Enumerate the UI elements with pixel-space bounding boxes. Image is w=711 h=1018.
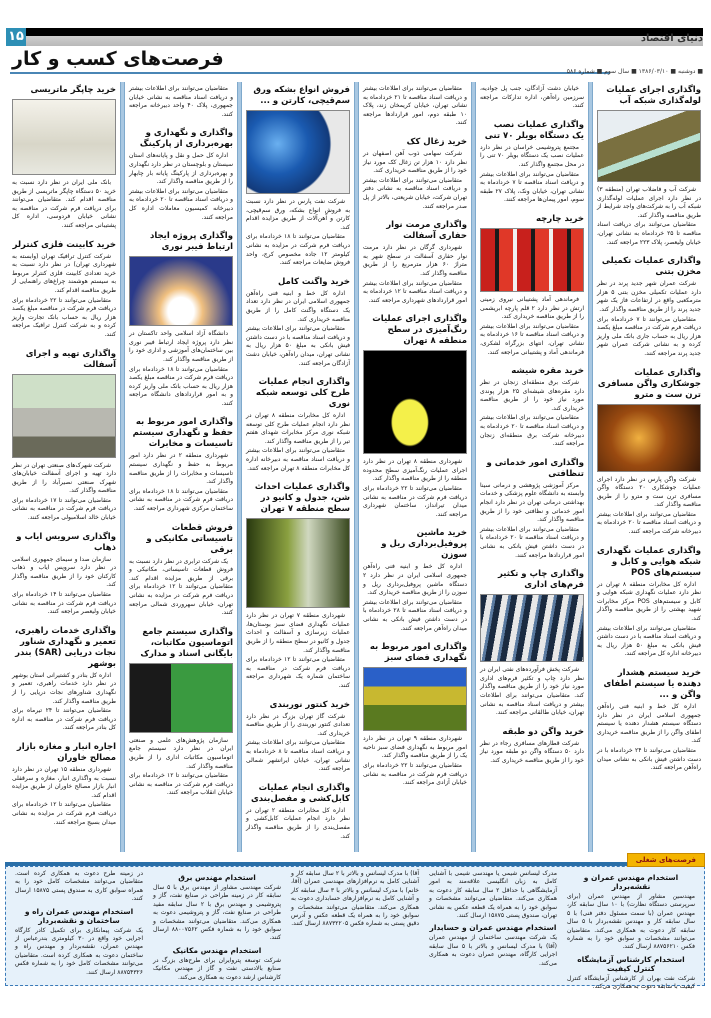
header-bar (25, 28, 703, 36)
article-body: اداره کل بنادر و کشتیرانی استان بوشهر در نظر دارد خدمات راهبری، تعمیر و نگهداری شناورهای نجات دریایی را از طریق مناقصه واگذار کند. (12, 671, 116, 705)
article (129, 523, 233, 618)
article-body: شهرداری منطقه ۹ تهران در نظر دارد امور مربوط به نگهداری فضای سبز ناحیه یک را از طریق مناقصه واگذار کند. (363, 735, 467, 760)
article (129, 627, 233, 798)
job-title: استخدام مهندس عمران راه و ساختمان و نقشه‌بردار (24, 906, 134, 925)
article-body: متقاضیان می‌توانند تا ۱۸ خردادماه برای دریافت فرم شرکت در مناقصه مبلغ یکصد هزار ریال به حساب بانک ملی واریز کرده و به امور قراردادهای دانشگاه مراجعه کنند. (129, 365, 233, 407)
article (480, 569, 584, 718)
article-body: شهرداری منطقه ۱۵ تهران در نظر دارد نسبت به واگذاری انبار، مغازه و سرقفلی انبار بازار مصالح خاوران از طریق مزایده اقدام کند. (12, 765, 116, 799)
article-body: یک شرکت ترابری در نظر دارد نسبت به فروش قطعات تاسیساتی، مکانیکی و برقی از طریق مزایده اقدام کند. متقاضیان می‌توانند تا ۱۲ خردادماه برای دریافت فرم شرکت در مزایده به نشانی تهران، خیابان سهروردی شمالی مراجعه کنند. (129, 557, 233, 617)
article-body: خیابان دشت آزادگان، جنب پل جوادیه، سرزمین راه‌آهن، اداره تدارکات مراجعه کنند. (480, 85, 584, 110)
page-number: ۱۵ (6, 28, 26, 46)
article-body: شرکت سهامی ذوب آهن اصفهان در نظر دارد ۱۰ هزار تن زغال کک مورد نیاز خود را از طریق مناقصه خریداری کند. (363, 149, 467, 175)
article-column (476, 82, 588, 852)
article-body: شرکت واگن پارس در نظر دارد اجرای عملیات جوشکاری ۲۰ دستگاه واگن مسافری ترن ست و مترو را از طریق مناقصه واگذار کند. (597, 475, 701, 509)
article (480, 120, 584, 205)
article-body: متقاضیان می‌توانند برای اطلاعات بیشتر و دریافت اسناد مناقصه تا ۲۸ خردادماه با در دست داشتن فیش بانکی به نشانی میدان راه‌آهن مراجعه کنند. (363, 598, 468, 632)
job-body: مهندسین مشاور از مهندس عمران (برای سرپرستی دستگاه نظارت) با ۱۰ سال سابقه کار، مهندس عمران (با سمت مسئول دفتر فنی) با ۵ سال سابقه کار و مهندس نقشه‌بردار با ۵ سال سابقه کار دعوت به همکاری می‌کند. متقاضیان می‌توانند مشخصات و سوابق خود را به شماره فکس ۸۸۷۵۶۲۱۰ ارسال کنند. (567, 893, 696, 951)
article-title: واگذاری عملیات احداث شن، جدول و کانیو در سطح منطقه ۷ تهران (254, 482, 350, 515)
article-title: واگذاری انجام عملیات کابل‌کشی و مفصل‌بندی (250, 782, 350, 804)
article-body: شرکت پخش فرآورده‌های نفتی ایران در نظر دارد چاپ و تکثیر فرم‌های اداری مورد نیاز خود را از طریق مناقصه واگذار کند. متقاضیان می‌توانند برای اطلاعات بیشتر و دریافت اسناد مناقصه به نشانی تهران، خیابان طالقانی مراجعه کنند. (480, 666, 584, 717)
article (480, 727, 584, 766)
article-body: شرکت برق منطقه‌ای زنجان در نظر دارد مقره‌های شیشه‌ای ۲۵ هزار پوندی مورد نیاز خود را از طریق مناقصه خریداری کند. (480, 379, 585, 412)
article (597, 85, 701, 247)
article-body: اداره کل مخابرات منطقه ۲ تهران در نظر دارد انجام عملیات کابل‌کشی و مفصل‌بندی را از طریق مناقصه واگذار کند. (246, 806, 350, 840)
article (363, 137, 467, 211)
trees-photo (363, 667, 467, 731)
article-body: شهرداری منطقه ۲ در نظر دارد امور مربوط به حفظ و نگهداری سیستم تاسیسات و مخابرات را از طریق مناقصه واگذار کند. (129, 452, 233, 486)
article-title: واگذاری امور مربوط به حفظ و نگهداری سیستم تاسیسات و مخابرات (132, 417, 233, 450)
article-column (125, 82, 237, 852)
textile-photo (480, 228, 584, 292)
article-body: فرماندهی آماد پشتیبانی نیروی زمینی ارتش در نظر دارد ۲ قلم پارچه ابریشمی را از طریق مناقصه خریداری کند. (480, 295, 584, 321)
article-body: دانشگاه آزاد اسلامی واحد تاکستان در نظر دارد پروژه ایجاد ارتباط فیبر نوری بین ساختمان‌های آموزشی و اداری خود را از طریق مناقصه واگذار کند. (129, 330, 233, 363)
article (129, 128, 233, 222)
article (363, 314, 467, 519)
article (597, 546, 701, 659)
article-title: واگذاری اجرای عملیات لوله‌گذاری شبکه آب (606, 85, 701, 106)
article-body: اداره کل خط و ابنیه فنی راه‌آهن جمهوری اسلامی ایران در نظر دارد تعداد یک دستگاه واگنت کامل را از طریق مناقصه خریداری کند. (246, 289, 350, 323)
article-body: شرکت کنترل ترافیک تهران (وابسته به شهرداری تهران) در نظر دارد نسبت به خرید تعدادی کابینت فلزی کنترلر مربوط به سیستم هوشمند چراغ‌های راهنمایی از طریق مناقصه اقدام کند. (12, 252, 116, 294)
article (129, 231, 233, 408)
article-body: متقاضیان می‌توانند تا ۷ خردادماه برای دریافت فرم شرکت در مناقصه مبلغ یکصد هزار ریال به حساب جاری بانک ملی واریز کرده و به نشانی شرکت عمران شهر جدید پرند مراجعه کنند. (597, 315, 701, 357)
fiber-photo (129, 256, 233, 326)
article-body: متقاضیان می‌توانند تا ۱۲ خردادماه برای دریافت فرم شرکت در مناقصه به ساختمان شماره یک شهرداری مراجعه کنند. (246, 656, 350, 689)
article (12, 532, 116, 617)
article-body: متقاضیان می‌توانند برای اطلاعات بیشتر و دریافت اسناد مناقصه تا ۲۰ خردادماه به دبیرخانه شرکت مراجعه کنند. (597, 510, 702, 536)
article-column (242, 82, 354, 852)
green-photo (129, 663, 233, 733)
article-body: سازمان پژوهش‌های علمی و صنعتی ایران در نظر دارد سیستم جامع اتوماسیون مکاتبات اداری را از طریق مناقصه واگذار کند. (129, 736, 233, 770)
machinery-photo (597, 404, 701, 472)
job-title: استخدام مهندس عمران و حسابدار (429, 923, 557, 933)
article-title: خرید واگن دو طبقه (502, 726, 584, 737)
article-title: خرید ماشین پروفیل‌برداری ریل و سوزن (381, 528, 467, 561)
article-title: فروش قطعات تاسیساتی مکانیکی و برقی (146, 522, 233, 555)
article (129, 85, 233, 119)
article-body: اداره کل مخابرات منطقه ۸ تهران در نظر دارد عملیات نگهداری شبکه هوایی و کابل و سیستم‌های POS مرکز مخابرات شهید بهشتی را از طریق مناقصه واگذار کند. (597, 580, 702, 623)
article (246, 377, 350, 473)
article-title: واگذاری عملیات نصب یک دستگاه بویلر ۷۰ تنی (484, 119, 584, 141)
newspaper-logo: دنیای اقتصاد (640, 33, 703, 44)
article (12, 85, 116, 231)
jobs-section (5, 866, 705, 991)
article-body: متقاضیان می‌توانند تا ۱۸ خردادماه برای دریافت فرم شرکت در مزایده به نشانی کیلومتر ۱۲ جاده مخصوص کرج، واحد فروش ضایعات مراجعه کنند. (246, 233, 350, 267)
article-title: واگذاری و نگهداری و بهره‌برداری از پارکینگ (139, 128, 233, 150)
article-title: واگذاری سیستم جامع اتوماسیون مکاتبات، بایگانی اسناد و مدارک (140, 626, 233, 659)
job-body: یک شرکت مهندسی ساختمان از مهندس عمران (آقا) با مدرک لیسانس و بالاتر با ۵ سال سابقه اجرایی کارگاه، مهندس عمران دعوت به همکاری می‌کند. (429, 934, 557, 967)
article (12, 240, 116, 340)
article-body: اداره کل خط و ابنیه فنی راه‌آهن جمهوری اسلامی ایران در نظر دارد دستگاه سیستم هشدار دهنده یا سیستم اطفای واگن را از طریق مناقصه خریداری کند. (597, 703, 701, 745)
article-title: واگذاری اجرای عملیات رنگ‌آمیزی در سطح منطقه ۸ تهران (372, 314, 467, 347)
article-body: متقاضیان می‌توانند برای اطلاعات بیشتر و دریافت اسناد مناقصه تا ۲۱ خردادماه به نشانی تهران، خیابان کریمخان زند، پلاک ۱۰ طبقه دوم، امور قراردادها مراجعه کنند. (363, 85, 468, 127)
article-body: متقاضیان می‌توانند تا ۱۲ خردادماه برای دریافت فرم شرکت در مزایده به نشانی میدان بسیج مراجعه کنند. (12, 801, 116, 826)
article-body: شرکت شهرک‌های صنعتی تهران در نظر دارد تهیه و اجرای آسفالت خیابان‌های شهرک صنعتی نصیرآباد را از طریق مناقصه واگذار کند. (12, 461, 116, 495)
article (480, 366, 584, 449)
article-title: واگذاری عملیات تکمیلی مخزن بتنی (601, 256, 701, 278)
job-body: شرکت نفت بهران از کارشناس آزمایشگاه کنترل کیفیت با سابقه دعوت به همکاری می‌کند. (567, 974, 695, 991)
article-body: متقاضیان می‌توانند برای اطلاعات بیشتر و دریافت اسناد مناقصه تا ۱۶ خردادماه به نشانی تهران، انتهای بزرگراه لشکری، فرماندهی آماد و پشتیبانی مراجعه کنند. (480, 322, 585, 356)
article-title: واگذاری عملیات جوشکاری واگن مسافری ترن ست و مترو (597, 367, 701, 400)
article (246, 277, 350, 368)
article-body: متقاضیان می‌توانند برای اطلاعات بیشتر و دریافت اسناد مناقصه تا ۲۰ خردادماه به دبیرخانه شرکت برق منطقه‌ای زنجان مراجعه کنند. (480, 414, 585, 448)
jobs-tab-label: فرصت‌های شغلی (627, 853, 705, 867)
article-title: خرید واگنت کامل (277, 276, 350, 287)
article (480, 458, 584, 560)
article-body: شرکت نفت پارس در نظر دارد نسبت به فروش انواع بشکه، ورق سم‌قیچی، کارتن و آهن‌آلات از طریق مزایده اقدام کند. (246, 198, 350, 231)
article (12, 742, 116, 827)
article-title: خرید کنتور نوربندی (269, 699, 350, 710)
article-column (8, 82, 120, 852)
article-title: خرید چارچه (536, 213, 584, 224)
article-title: واگذاری سرویس ایاب و ذهاب (16, 531, 116, 553)
article (246, 85, 350, 268)
article-title: خرید مقره شیشه (511, 366, 584, 377)
job-title: استخدام مهندس برق (178, 873, 256, 882)
article-body: اداره کل خط و ابنیه فنی راه‌آهن جمهوری اسلامی ایران در نظر دارد ۲ دستگاه ماشین پروفیل‌برداری ریل و سوزن را از طریق مناقصه خریداری کند. (363, 563, 467, 597)
article-body: مجتمع پتروشیمی خراسان در نظر دارد عملیات نصب یک دستگاه بویلر ۷۰ تنی را در محل مجتمع واگذار کند. (480, 143, 584, 168)
job-title: استخدام مهندس مکانیک (172, 945, 262, 955)
article-body: بانک ملی ایران در نظر دارد نسبت به خرید ۵۰ دستگاه چاپگر ماتریسی از طریق مناقصه اقدام کند. متقاضیان می‌توانند برای دریافت فرم شرکت در مناقصه به نشانی خیابان فردوسی، اداره کل پشتیبانی مراجعه کنند. (12, 179, 116, 229)
article-body: متقاضیان می‌توانند برای اطلاعات بیشتر و دریافت اسناد مناقصه به نشانی خیابان جمهوری، پلاک ۴۰ واحد دبیرخانه مراجعه کنند. (129, 85, 233, 118)
article-body: متقاضیان می‌توانند تا ۲۲ خردادماه برای دریافت فرم شرکت در مناقصه مبلغ یکصد هزار ریال به حساب بانک تجارت واریز کرده و به شرکت کنترل ترافیک مراجعه کنند. (12, 296, 116, 338)
paint-photo (363, 350, 467, 454)
title-rule (10, 72, 610, 74)
article-title: خرید سیستم هشدار دهنده یا سیستم اطفای واگن و ... (603, 668, 701, 700)
article (363, 85, 467, 128)
section-title: فرصت‌های کسب و کار (12, 48, 224, 70)
article-title: خرید کابینت فلزی کنترلر (12, 239, 116, 250)
article (480, 214, 584, 357)
article (597, 668, 701, 773)
article-title: واگذاری امور مربوط به نگهداری فضای سبز (369, 642, 467, 664)
jobs-column (10, 870, 148, 982)
article-body: شهرداری گرگان در نظر دارد مرمت نوار حفاری آسفالت در سطح شهر به متراژ ۶۰ هزار مترمربع را از طریق مناقصه واگذار کند. (363, 244, 468, 277)
article-body: متقاضیان می‌توانند برای اطلاعات بیشتر و دریافت اسناد مناقصه با در دست داشتن فیش بانکی به مبلغ ۵۰ هزار ریال به نشانی تهران، میدان راه‌آهن، خیابان دشت آزادگان مراجعه کنند. (246, 325, 351, 367)
article-title: واگذاری امور خدماتی و تنظافتی (486, 457, 584, 479)
article-title: واگذاری چاپ و تکثیر فرم‌های اداری (497, 569, 584, 591)
article (129, 417, 233, 513)
article-body: متقاضیان می‌توانند برای اطلاعات بیشتر و دریافت اسناد مناقصه تا ۱۲ خردادماه به امور قراردادهای شهرداری مراجعه کنند. (363, 279, 468, 304)
article (363, 220, 467, 305)
job-title: استخدام مهندس عمران و نقشه‌بردار (583, 873, 679, 891)
article (597, 368, 701, 537)
job-title: استخدام کارشناس آزمایشگاه کنترل کیفیت (577, 954, 685, 973)
article-body: متقاضیان می‌توانند برای اطلاعات بیشتر و دریافت اسناد مناقصه تا ۸ خردادماه به نشانی تهران، خیابان ایرانشهر شمالی مراجعه کنند. (246, 739, 350, 773)
article-title: خرید زغال کک (406, 136, 467, 147)
jobs-column (424, 870, 562, 982)
truck-photo (12, 374, 116, 458)
article-body: سازمان صدا و سیمای جمهوری اسلامی در نظر دارد سرویس ایاب و ذهاب کارکنان خود را از طریق مناقصه واگذار کند. (12, 555, 116, 589)
job-body: شرکت مهندسی مشاور از مهندس برق با ۵ سال سابقه کار در زمینه طراحی در صنایع نفت، گاز و پتروشیمی و مهندس برق با ۲ سال سابقه مفید طراحی در صنایع نفت، گاز و پتروشیمی دعوت به همکاری می‌کند. متقاضیان می‌توانند مشخصات و سوابق خود را به شماره فکس ۸۸۰۰۷۵۶۲ ارسال کنند. (153, 884, 282, 942)
article (246, 783, 350, 841)
canal-photo (597, 110, 701, 182)
article (246, 700, 350, 774)
jobs-column (562, 870, 700, 991)
article (480, 85, 584, 111)
article-title: واگذاری پروژه ایجاد ارتباط فیبر نوری (149, 231, 233, 253)
article-body: مرکز آموزشی پژوهشی و درمانی سینا وابسته به دانشگاه علوم پزشکی و خدمات بهداشتی درمانی تهران در نظر دارد انجام امور خدماتی و نظافتی خود را از طریق مناقصه واگذار کند. (480, 481, 584, 524)
article-body: متقاضیان می‌توانند برای دریافت اسناد مناقصه تا ۲۵ خردادماه به نشانی تهران، خیابان ولیعصر، پلاک ۲۲۳ مراجعه کنند. (597, 221, 701, 246)
article (12, 349, 116, 523)
article (363, 528, 467, 633)
article-body: شهرداری منطقه ۸ تهران در نظر دارد اجرای عملیات رنگ‌آمیزی سطح محدوده منطقه را از طریق مناقصه واگذار کند. (363, 458, 467, 483)
article-body: متقاضیان می‌توانند تا ۱۴ خردادماه برای دریافت فرم شرکت در مناقصه به نشانی خیابان ولیعصر مراجعه کنند. (12, 591, 116, 616)
article (363, 642, 467, 788)
article-body: متقاضیان می‌توانند تا ۱۲ خردادماه برای دریافت فرم شرکت در مناقصه به نشانی خیابان انقلاب مراجعه کنند. (129, 772, 233, 797)
article-body: متقاضیان می‌توانند تا ۲۴ تیرماه برای دریافت فرم شرکت در مناقصه به اداره کل بنادر مراجعه کنند. (12, 707, 116, 732)
header-band (25, 36, 703, 46)
article-title: واگذاری انجام عملیات طرح کلی توسعه شبکه نوری (255, 377, 350, 410)
article (246, 482, 350, 690)
article-title: واگذاری خدمات راهبری، تعمیر و نگهداری شناور نجات دریایی (SAR) بندر بوشهر (14, 625, 116, 669)
article-body: متقاضیان می‌توانند تا ۲۴ خردادماه با در دست داشتن فیش بانکی به نشانی میدان راه‌آهن مراجعه کنند. (597, 746, 701, 772)
article-body: متقاضیان می‌توانند برای اطلاعات بیشتر و دریافت اسناد مناقصه تا ۷ خردادماه به نشانی تهران، خیابان ونک، پلاک ۲۷ طبقه سوم، امور پیمان‌ها مراجعه کنند. (480, 170, 584, 204)
article (12, 626, 116, 733)
article-body: شرکت گاز تهران بزرگ در نظر دارد تعدادی کنتور نوربندی را از طریق مناقصه خریداری کند. (246, 712, 350, 737)
article-body: اداره کل مخابرات منطقه ۸ تهران در نظر دارد انجام عملیات طرح کلی توسعه شبکه نوری مرکز مخابرات شهدای هفتم تیر را از طریق مناقصه واگذار کند. (246, 412, 350, 445)
article-body: شرکت آب و فاضلاب تهران (منطقه ۳) در نظر دارد اجرای عملیات لوله‌گذاری شبکه آب را به شرکت‌های واجد شرایط از طریق مناقصه واگذار کند. (597, 186, 701, 219)
job-body: در زمینه طرح دعوت به همکاری کرده است. متقاضیان می‌توانند مشخصات کامل خود را به همراه سوابق کاری به صندوق پستی ۱۵۸۷۵ ارسال کنند. (15, 870, 143, 903)
job-body: شرکت توسعه پتروایران برای طرح‌های بزرگ در صنایع بالادستی نفت و گاز از مهندس مکانیک کارشناس ارشد دعوت به همکاری می‌کند. (153, 956, 281, 981)
article-body: متقاضیان می‌توانند تا ۲۲ خردادماه برای دریافت فرم شرکت در مناقصه به نشانی میدان تیرانداز، ساختمان شهرداری مراجعه کنند. (363, 485, 467, 518)
job-body: مدرک لیسانس شیمی یا مهندسی شیمی با آشنایی کامل به زبان انگلیسی علاقه‌مند به امور آزمایشگاهی با حداقل ۲ سال سابقه کار دعوت به همکاری می‌کند. متقاضیان می‌توانند مشخصات و سوابق خود را به همراه یک قطعه عکس به نشانی تهران، صندوق پستی ۱۵۸۷۵ ارسال کنند. (429, 870, 558, 920)
article-body: متقاضیان می‌توانند تا ۱۸ خردادماه برای دریافت فرم شرکت در مناقصه به نشانی ساختمان مرکزی شهرداری مراجعه کنند. (129, 487, 233, 513)
article-body: شرکت عمران شهر جدید پرند در نظر دارد عملیات تکمیلی مخزن بتنی ۵ هزار مترمکعبی واقع در ارتفاعات فاز یک شهر جدید پرند را از طریق مناقصه واگذار کند. (597, 280, 701, 313)
jobs-column (286, 870, 424, 982)
article-body: شرکت قطارهای مسافری رجاء در نظر دارد ۵۰ دستگاه واگن دو طبقه مورد نیاز خود را از طریق مناقصه خریداری کند. (480, 739, 584, 764)
article-title: واگذاری مرمت نوار حفاری آسفالت (386, 220, 467, 242)
article-body: متقاضیان می‌توانند برای اطلاعات بیشتر و دریافت اسناد مناقصه تا ۲۰ خردادماه به دبیرخانه کمیسیون معاملات اداره کل مراجعه کنند. (129, 187, 234, 221)
books-photo (480, 594, 584, 662)
job-body: یک شرکت پیمانکاری برای تکمیل کادر کارگاه اجرایی خود واقع در ۳۰ کیلومتری بندرعباس از مهندس عمران، نقشه‌بردار و مهندس راه و ساختمان دعوت به همکاری کرده است. متقاضیان می‌توانند مشخصات کامل خود را به شماره فکس ۸۸۷۵۴۳۲۶ ارسال کنند. (15, 926, 143, 976)
articles-columns (5, 82, 705, 852)
barrels-photo (246, 110, 350, 194)
article-column (359, 82, 471, 852)
article-column (593, 82, 705, 852)
article-body: متقاضیان می‌توانند برای اطلاعات بیشتر و دریافت اسناد مناقصه به نشانی دفتر تهران شرکت، خیابان شریعتی، بالاتر از پل صدر مراجعه کنند. (363, 176, 467, 210)
street-photo (246, 518, 350, 608)
article-title: واگذاری عملیات نگهداری شبکه هوایی و کابل و سیستم‌های POS (597, 545, 701, 578)
article-body: متقاضیان می‌توانند برای اطلاعات بیشتر و دریافت اسناد مناقصه به دبیرخانه اداره کل مخابرات منطقه ۸ تهران مراجعه کنند. (246, 447, 350, 472)
article-body: متقاضیان می‌توانند برای اطلاعات بیشتر و دریافت اسناد مناقصه با در دست داشتن فیش بانکی به مبلغ ۵۰ هزار ریال به دبیرخانه اداره کل مراجعه کنند. (597, 624, 702, 658)
jobs-column (148, 870, 286, 982)
article (597, 256, 701, 358)
article-body: متقاضیان می‌توانند برای اطلاعات بیشتر و دریافت اسناد مناقصه تا ۲۰ خردادماه با در دست داشتن فیش بانکی به نشانی امور قراردادها مراجعه کنند. (480, 525, 585, 559)
article-title: واگذاری تهیه و اجرای آسفالت (25, 348, 116, 370)
article-body: متقاضیان می‌توانند تا ۲۲ خردادماه برای دریافت فرم شرکت در مناقصه به نشانی خیابان آزادی مراجعه کنند. (363, 761, 467, 787)
article-title: اجاره انبار و مغازه بازار مصالح خاوران (16, 741, 116, 763)
article-title: فروش انواع بشکه ورق سم‌قیچی، کارتن و ... (253, 85, 350, 106)
article-body: شهرداری منطقه ۷ تهران در نظر دارد عملیات نگهداری فضای سبز بوستان‌ها، عملیات زیرسازی و آسفالت و احداث جدول و کانیو در سطح منطقه را از طریق مناقصه واگذار کند. (246, 612, 350, 654)
article-body: اداره کل حمل و نقل و پایانه‌های استان سیستان و بلوچستان در نظر دارد نگهداری و بهره‌برداری از پارکینگ پایانه بار چابهار را از طریق مناقصه واگذار کند. (129, 152, 233, 186)
article-body: متقاضیان می‌توانند تا ۱۷ خردادماه برای دریافت فرم شرکت در مناقصه به نشانی خیابان خالد اسلامبولی مراجعه کنند. (12, 496, 116, 522)
dateline: ■ دوشنبه ■ ۱۳۸۶/۰۳/۱۰ ■ سال سوم ■ شماره ۵۸۶ (566, 68, 703, 75)
job-body: آقا) با مدرک لیسانس و بالاتر با ۲ سال سابقه کار و آشنایی کامل به نرم‌افزارهای مهندسی عمران (آقا، خانم) با مدرک لیسانس و بالاتر با ۳ سال سابقه کار و آشنایی کامل به نرم‌افزارهای حسابداری دعوت به همکاری می‌کند. متقاضیان می‌توانند مشخصات و سوابق خود را به همراه یک قطعه عکس و آدرس دقیق پستی به شماره فکس ۸۸۷۳۲۲۰۵ ارسال کنند. (291, 870, 419, 928)
printer-photo (12, 99, 116, 175)
article-title: خرید چاپگر ماتریسی (30, 85, 116, 95)
